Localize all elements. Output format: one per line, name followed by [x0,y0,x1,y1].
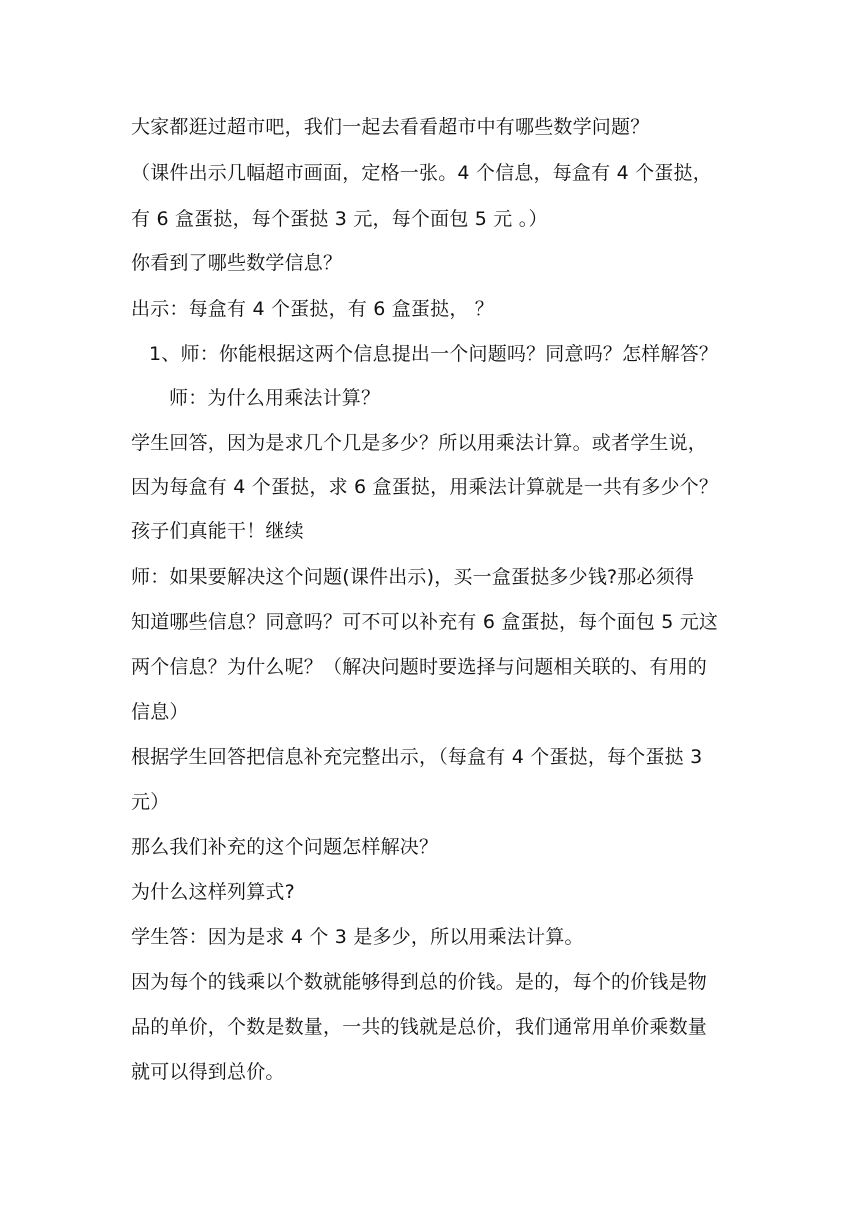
text-line-11: 师：如果要解决这个问题(课件出示)，买一盒蛋挞多少钱?那必须得 [131,566,695,588]
text-line-17: 那么我们补充的这个问题怎样解决？ [131,836,439,858]
text-line-14: 信息） [131,701,189,723]
text-line-15: 根据学生回答把信息补充完整出示，（每盒有 4 个蛋挞，每个蛋挞 3 [131,746,703,768]
text-line-18: 为什么这样列算式? [131,881,295,903]
text-line-20: 因为每个的钱乘以个数就能够得到总的价钱。是的，每个的价钱是物 [131,971,708,993]
text-line-1: 大家都逛过超市吧，我们一起去看看超市中有哪些数学问题？ [131,116,650,138]
text-line-5: 出示：每盒有 4 个蛋挞，有 6 盒蛋挞， ？ [131,298,494,320]
text-line-4: 你看到了哪些数学信息？ [131,252,343,274]
text-line-13: 两个信息？为什么呢？（解决问题时要选择与问题相关联的、有用的 [131,656,708,678]
text-line-6: 1、师：你能根据这两个信息提出一个问题吗？同意吗？怎样解答？ [149,343,719,365]
text-line-16: 元） [131,791,170,813]
text-line-10: 孩子们真能干！继续 [131,520,304,542]
text-line-21: 品的单价，个数是数量，一共的钱就是总价，我们通常用单价乘数量 [131,1016,708,1038]
text-line-2: （课件出示几幅超市画面，定格一张。4 个信息，每盒有 4 个蛋挞， [131,162,712,184]
text-line-7: 师：为什么用乘法计算？ [169,387,381,409]
text-line-19: 学生答：因为是求 4 个 3 是多少，所以用乘法计算。 [131,926,584,948]
text-line-12: 知道哪些信息？同意吗？可不可以补充有 6 盒蛋挞，每个面包 5 元这 [131,611,719,633]
text-line-3: 有 6 盒蛋挞，每个蛋挞 3 元，每个面包 5 元 。） [131,208,548,230]
text-line-9: 因为每盒有 4 个蛋挞，求 6 盒蛋挞，用乘法计算就是一共有多少个？ [131,476,719,498]
text-line-22: 就可以得到总价。 [131,1061,285,1083]
text-line-8: 学生回答，因为是求几个几是多少？所以用乘法计算。或者学生说， [131,432,708,454]
